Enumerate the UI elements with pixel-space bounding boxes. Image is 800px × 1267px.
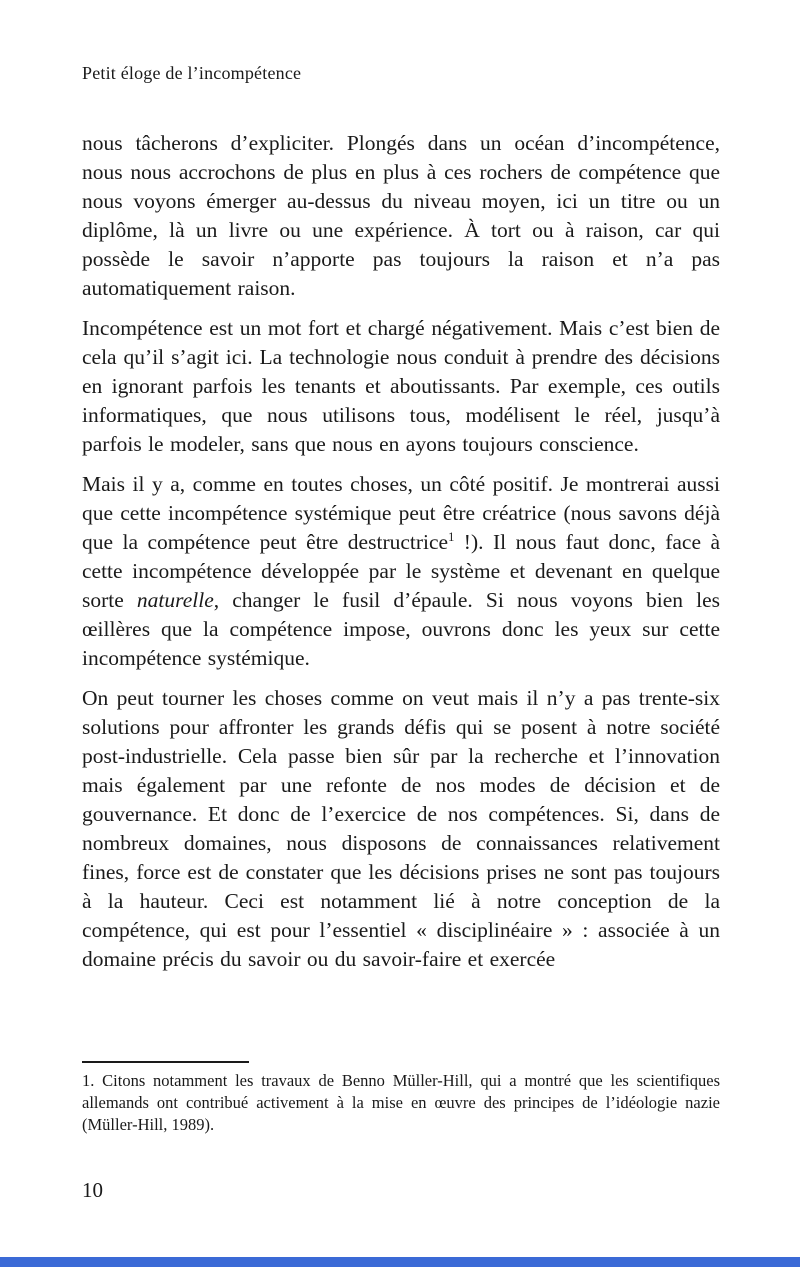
paragraph: On peut tourner les choses comme on veut mais il n’y a pas trente-six solutions pour affronter les grands défis qui se posent à notre société post-industrielle. Cela passe bien sûr par la recherche et l’innovation mais également par une refonte de nos modes de décision et de gouvernance. Et donc de l’exercice de nos compétences. Si, dans de nombreux domaines, nous disposons de connaissances relativement fines, force est de constater que les décisions prises ne sont pas toujours à la hauteur. Ceci est notamment lié à notre conception de la compétence, qui est pour l’essentiel « disciplinéaire » : associée à un domaine précis du savoir ou du savoir-faire et exercée: [82, 686, 720, 971]
footnote: 1. Citons notamment les travaux de Benno Müller-Hill, qui a montré que les scientifiques allemands ont contribué activement à la mise en œuvre des principes de l’idéologie nazie (Müller-Hill, 1989).: [82, 1071, 720, 1134]
page-number: 10: [82, 1178, 103, 1202]
footnote-reference: 1: [448, 529, 455, 544]
bottom-bar: [0, 1257, 800, 1267]
body-text: [82, 129, 720, 985]
footnote-separator-rule: [82, 1061, 249, 1063]
paragraph: Mais il y a, comme en toutes choses, un côté positif. Je montrerai aussi que cette incompétence systémique peut être créatrice (nous savons déjà que la compétence peut être destructrice$^1$ !). Il nous faut donc, face à cette incompétence développée par le système et devenant en quelque sorte naturelle, changer le fusil d’épaule. Si nous voyons bien les œillères que la compétence impose, ouvrons donc les yeux sur cette incompétence systémique.: [82, 472, 720, 670]
running-header: Petit éloge de l’incompétence: [82, 63, 302, 83]
paragraph: Incompétence est un mot fort et chargé négativement. Mais c’est bien de cela qu’il s’agit ici. La technologie nous conduit à prendre des décisions en ignorant parfois les tenants et aboutissants. Par exemple, ces outils informatiques, que nous utilisons tous, modélisent le réel, jusqu’à parfois le modeler, sans que nous en ayons toujours conscience.: [82, 316, 720, 456]
paragraph: nous tâcherons d’expliciter. Plongés dans un océan d’incompétence, nous nous accrochons de plus en plus à ces rochers de compétence que nous voyons émerger au-dessus du niveau moyen, ici un titre ou un diplôme, là un livre ou une expérience. À tort ou à raison, car qui possède le savoir n’apporte pas toujours la raison et n’a pas automatiquement raison.: [82, 131, 720, 300]
